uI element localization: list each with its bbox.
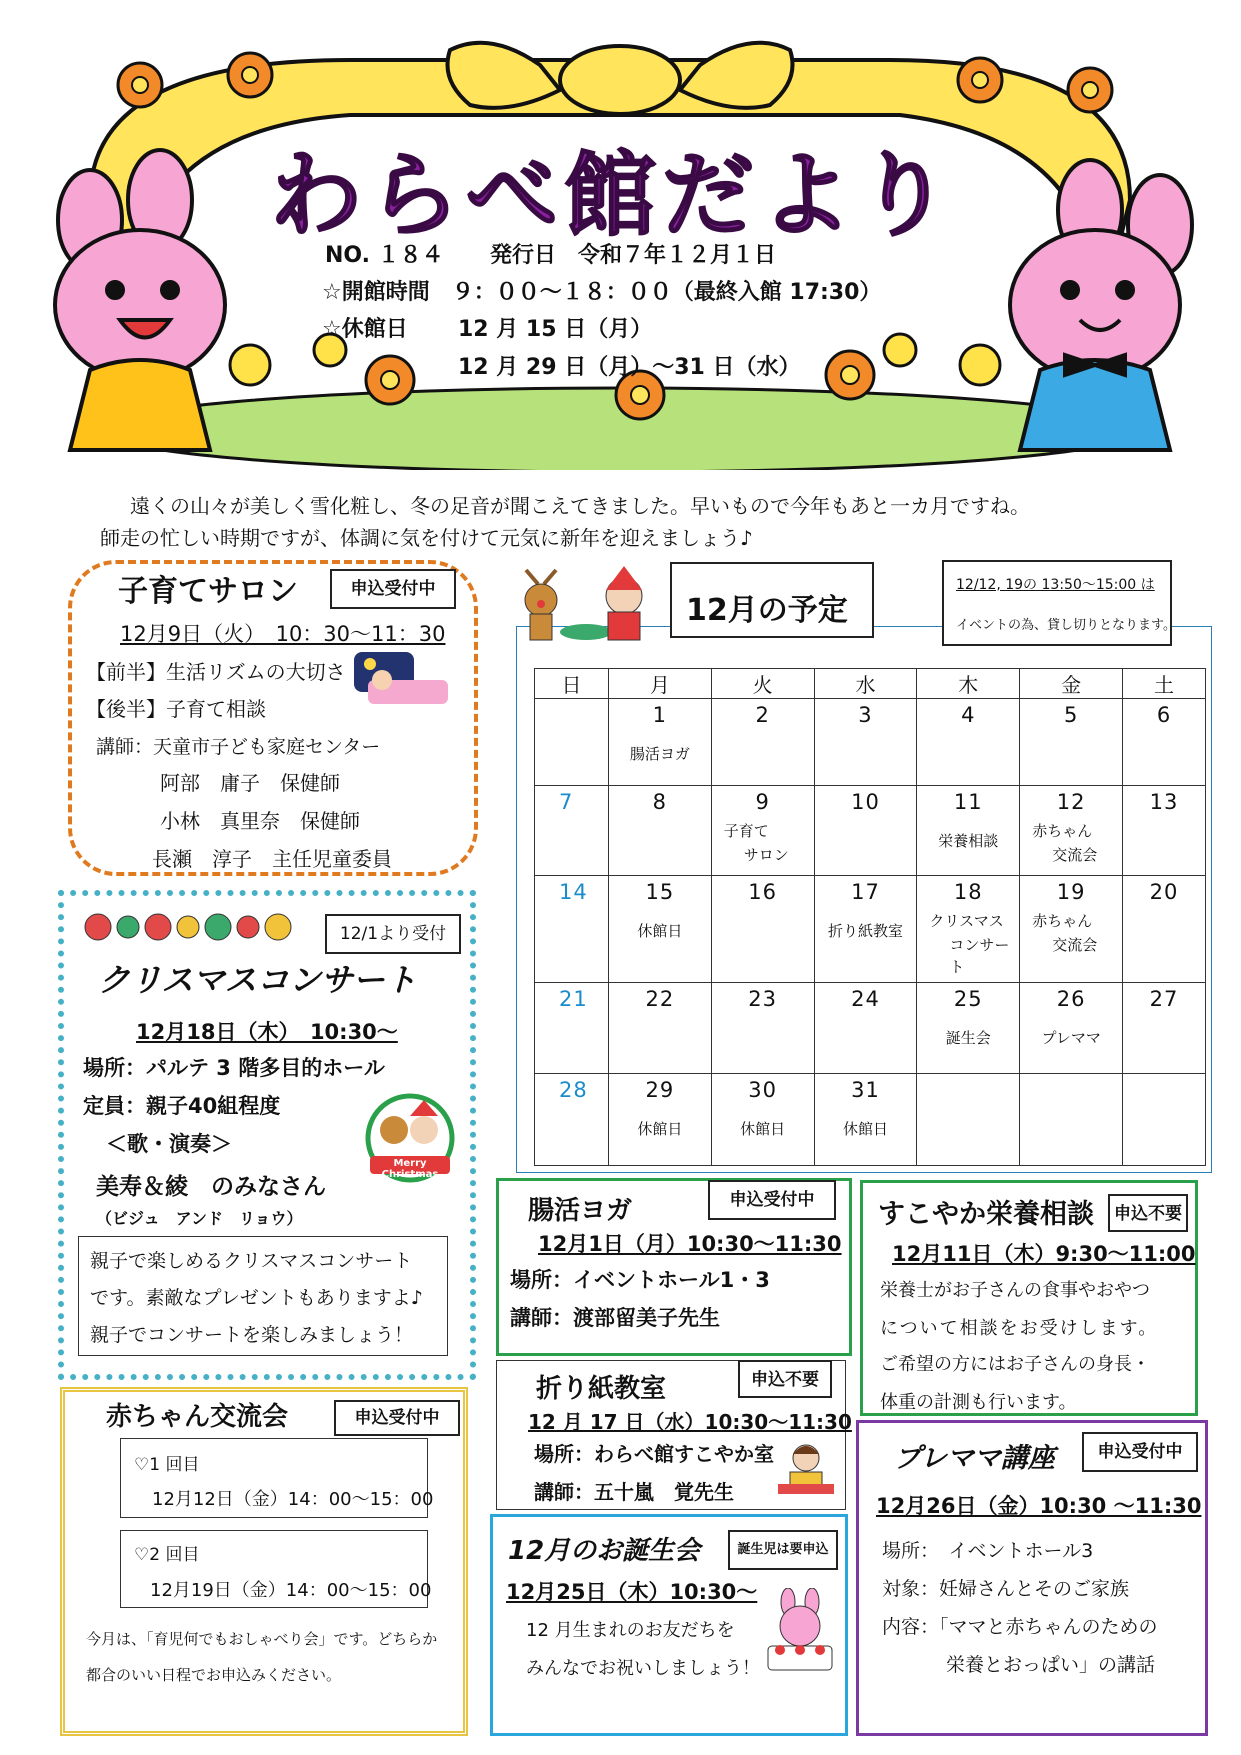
salon-lecturer: 講師：天童市子ども家庭センター — [96, 736, 381, 758]
concert-performer-reading: （ビジュ アンド リョウ） — [96, 1209, 303, 1228]
calendar-day-cell — [608, 982, 711, 1074]
concert-date: 12月18日（木） 10:30～ — [136, 1020, 398, 1044]
calendar-day-cell — [1020, 982, 1123, 1074]
nutrition-date: 12月11日（木）9:30～11:00 — [892, 1242, 1196, 1266]
calendar-day-cell — [711, 875, 814, 982]
calendar-day-cell — [814, 1074, 917, 1166]
calendar-event-line-2: コンサート — [949, 935, 1010, 976]
calendar-weekday-row — [535, 669, 1206, 699]
premama-date: 12月26日（金）10:30 ～11:30 — [876, 1494, 1202, 1518]
calendar-event-line-1: 子育て — [723, 822, 769, 841]
calendar-day-number: 3 — [858, 703, 873, 727]
nutrition-desc-1: 栄養士がお子さんの食事やおやつ — [880, 1280, 1150, 1301]
calendar-day-cell — [917, 786, 1020, 875]
salon-second-half: 【後半】子育て相談 — [86, 697, 266, 721]
opening-hours: ☆開館時間 ９：００～１８：００（最終入館 17:30） — [322, 280, 882, 305]
birthday-cake-illustration — [760, 1588, 840, 1674]
calendar-week-row — [535, 982, 1206, 1074]
calendar-day-number: 27 — [1149, 986, 1179, 1011]
calendar-day-number: 7 — [559, 790, 574, 815]
concert-desc-3: 親子でコンサートを楽しみましょう！ — [90, 1324, 414, 1346]
baby-session-2-date: 12月19日（金）14：00～15：00 — [150, 1580, 432, 1601]
calendar-day-number: 11 — [953, 790, 983, 815]
calendar — [534, 668, 1206, 1166]
calendar-day-cell — [711, 982, 814, 1074]
concert-capacity: 定員：親子40組程度 — [83, 1094, 281, 1118]
premama-tag: 申込受付中 — [1082, 1432, 1198, 1472]
yoga-place: 場所：イベントホール1・3 — [510, 1268, 770, 1292]
calendar-day-cell — [917, 1074, 1020, 1166]
newsletter-title: わらべ館だより — [270, 142, 957, 249]
baby-session-1-date: 12月12日（金）14：00～15：00 — [152, 1489, 434, 1510]
intro-line-2: 師走の忙しい時期ですが、体調に気を付けて元気に新年を迎えましょう♪ — [100, 526, 753, 550]
concert-program: ＜歌・演奏＞ — [106, 1132, 232, 1156]
calendar-day-number: 29 — [645, 1078, 675, 1103]
calendar-event-line-1: クリスマス — [929, 911, 1004, 930]
yoga-lecturer: 講師：渡部留美子先生 — [510, 1306, 720, 1330]
birthday-tag: 誕生児は要申込 — [728, 1530, 838, 1570]
calendar-day-number: 30 — [748, 1078, 778, 1103]
calendar-day-number: 1 — [652, 703, 668, 727]
origami-date: 12 月 17 日（水）10:30～11:30 — [528, 1410, 852, 1434]
calendar-event: プレママ — [1041, 1028, 1101, 1047]
schedule-title: 12月の予定 — [686, 593, 848, 628]
intro-line-1: 遠くの山々が美しく雪化粧し、冬の足音が聞こえてきました。早いもので今年もあと一カ月ですね。 — [130, 494, 1030, 518]
calendar-day-cell — [535, 699, 609, 786]
calendar-event: 休館日 — [740, 1120, 786, 1139]
calendar-event: 誕生会 — [945, 1028, 991, 1047]
calendar-day-number: 19 — [1056, 879, 1086, 904]
nutrition-title: すこやか栄養相談 — [878, 1199, 1094, 1230]
calendar-day-cell — [814, 786, 917, 875]
salon-first-half: 【前半】生活リズムの大切さ — [86, 660, 346, 684]
calendar-day-cell — [535, 982, 609, 1074]
calendar-day-number: 21 — [559, 986, 588, 1011]
salon-sleep-illustration — [352, 650, 452, 712]
birthday-title: 12月のお誕生会 — [508, 1536, 701, 1566]
origami-tag: 申込不要 — [738, 1360, 832, 1398]
calendar-day-cell — [917, 982, 1020, 1074]
concert-desc-2: です。素敵なプレゼントもありますよ♪ — [90, 1287, 423, 1309]
nutrition-desc-4: 体重の計測も行います。 — [880, 1392, 1077, 1413]
calendar-day-cell — [1123, 982, 1206, 1074]
salon-person-3: 長瀬 淳子 主任児童委員 — [152, 847, 392, 871]
calendar-day-cell — [711, 699, 814, 786]
premama-content-2: 栄養とおっぱい」の講話 — [946, 1654, 1156, 1676]
calendar-event: 休館日 — [842, 1120, 888, 1139]
closed-date-1: 12 月 15 日（月） — [458, 317, 653, 342]
weekday-tue: 火 — [711, 669, 814, 699]
weekday-sun: 日 — [535, 669, 609, 699]
reindeer-santa-illustration — [516, 562, 656, 644]
origami-title: 折り紙教室 — [536, 1374, 667, 1404]
calendar-day-cell — [711, 786, 814, 875]
calendar-event-line-1: 赤ちゃん — [1032, 911, 1093, 930]
baby-note-2: 都合のいい日程でお申込みください。 — [86, 1666, 342, 1684]
closed-date-2: 12 月 29 日（月）～31 日（水） — [458, 355, 801, 380]
concert-tag: 12/1より受付 — [325, 914, 461, 954]
yoga-title: 腸活ヨガ — [528, 1196, 633, 1226]
baby-title: 赤ちゃん交流会 — [106, 1402, 289, 1432]
calendar-day-number: 5 — [1063, 703, 1079, 727]
calendar-day-number: 15 — [645, 879, 675, 904]
calendar-event-line-2: サロン — [743, 846, 789, 865]
calendar-day-number: 9 — [755, 790, 770, 815]
salon-person-1: 阿部 庸子 保健師 — [160, 771, 340, 795]
baby-session-1-label: ♡1 回目 — [134, 1455, 200, 1475]
salon-title: 子育てサロン — [118, 574, 298, 609]
weekday-sat: 土 — [1123, 669, 1206, 699]
calendar-day-cell — [1123, 1074, 1206, 1166]
calendar-event-line-2: 交流会 — [1052, 935, 1098, 954]
calendar-day-cell — [814, 699, 917, 786]
nutrition-desc-2: について相談をお受けします。 — [880, 1318, 1159, 1339]
calendar-day-number: 28 — [559, 1078, 588, 1103]
calendar-event-line-1: 赤ちゃん — [1032, 822, 1093, 841]
origami-lecturer: 講師：五十嵐 覚先生 — [534, 1480, 734, 1504]
calendar-day-number: 13 — [1149, 790, 1179, 815]
baby-tag: 申込受付中 — [334, 1400, 460, 1436]
calendar-day-cell — [917, 875, 1020, 982]
concert-place: 場所：パルテ 3 階多目的ホール — [83, 1056, 385, 1080]
calendar-day-number: 26 — [1056, 986, 1086, 1011]
origami-child-illustration — [776, 1440, 836, 1496]
premama-place: 場所： イベントホール3 — [882, 1540, 1094, 1562]
calendar-day-number: 23 — [748, 986, 778, 1011]
calendar-week-row — [535, 1074, 1206, 1166]
calendar-event: 休館日 — [637, 1120, 683, 1139]
calendar-day-cell — [608, 786, 711, 875]
yoga-date: 12月1日（月）10:30～11:30 — [538, 1232, 842, 1256]
premama-title: プレママ講座 — [894, 1443, 1055, 1474]
salon-date: 12月9日（火） 10：30～11：30 — [120, 622, 446, 646]
calendar-day-number: 31 — [851, 1078, 880, 1103]
nutrition-desc-3: ご希望の方にはお子さんの身長・ — [880, 1354, 1150, 1375]
calendar-day-cell — [1020, 786, 1123, 875]
calendar-week-row — [535, 875, 1206, 982]
calendar-day-number: 25 — [953, 986, 983, 1011]
baby-session-2-label: ♡2 回目 — [134, 1545, 200, 1565]
christmas-sticker-text: Merry Christmas — [381, 1158, 439, 1180]
yoga-tag: 申込受付中 — [708, 1180, 836, 1220]
calendar-week-row — [535, 786, 1206, 875]
concert-desc-1: 親子で楽しめるクリスマスコンサート — [90, 1250, 413, 1272]
calendar-day-number: 6 — [1156, 703, 1172, 727]
salon-person-2: 小林 真里奈 保健師 — [160, 809, 360, 833]
ornaments-decoration — [78, 905, 298, 945]
calendar-day-number: 2 — [755, 703, 770, 727]
calendar-day-cell — [1123, 699, 1206, 786]
origami-place: 場所：わらべ館すこやか室 — [534, 1442, 774, 1466]
christmas-sticker — [364, 1092, 456, 1184]
concert-performer: 美寿＆綾 のみなさん — [96, 1174, 326, 1200]
schedule-notice-2: イベントの為、貸し切りとなります。 — [956, 618, 1176, 633]
weekday-mon: 月 — [608, 669, 711, 699]
calendar-day-cell — [535, 786, 609, 875]
calendar-day-number: 24 — [851, 986, 880, 1011]
calendar-day-cell — [535, 1074, 609, 1166]
calendar-day-cell — [1123, 786, 1206, 875]
birthday-desc-2: みんなでお祝いしましょう！ — [526, 1658, 760, 1679]
schedule-notice-box — [942, 560, 1172, 646]
calendar-day-cell — [608, 1074, 711, 1166]
calendar-event: 栄養相談 — [938, 832, 999, 851]
birthday-desc-1: 12 月生まれのお友だちを — [526, 1620, 735, 1641]
birthday-date: 12月25日（木）10:30～ — [506, 1580, 758, 1604]
calendar-day-number: 8 — [652, 790, 668, 815]
calendar-event: 腸活ヨガ — [629, 745, 690, 763]
calendar-day-number: 16 — [748, 879, 778, 904]
baby-note-1: 今月は、「育児何でもおしゃべり会」です。どちらか — [86, 1630, 438, 1648]
calendar-week-row — [535, 699, 1206, 786]
weekday-wed: 水 — [814, 669, 917, 699]
weekday-thu: 木 — [917, 669, 1020, 699]
premama-target: 対象：妊婦さんとそのご家族 — [882, 1578, 1130, 1600]
calendar-day-number: 4 — [961, 703, 976, 727]
schedule-notice-1: 12/12, 19の 13:50～15:00 は — [956, 577, 1155, 593]
calendar-day-cell — [814, 982, 917, 1074]
calendar-day-cell — [1020, 699, 1123, 786]
calendar-day-cell — [1020, 875, 1123, 982]
calendar-day-cell — [535, 875, 609, 982]
closed-label: ☆休館日 — [322, 317, 408, 342]
nutrition-tag: 申込不要 — [1108, 1194, 1188, 1232]
calendar-event: 折り紙教室 — [827, 921, 903, 940]
calendar-day-cell — [608, 875, 711, 982]
calendar-event-line-2: 交流会 — [1052, 846, 1098, 865]
calendar-day-number: 14 — [559, 879, 588, 904]
calendar-day-number: 18 — [953, 879, 983, 904]
calendar-event: 休館日 — [637, 921, 683, 940]
calendar-day-number: 10 — [851, 790, 880, 815]
calendar-day-cell — [1123, 875, 1206, 982]
premama-content-1: 内容：「ママと赤ちゃんのための — [882, 1616, 1158, 1638]
calendar-day-number: 17 — [851, 879, 880, 904]
calendar-day-cell — [711, 1074, 814, 1166]
calendar-day-number: 12 — [1056, 790, 1086, 815]
calendar-day-cell — [814, 875, 917, 982]
calendar-day-number: 22 — [645, 986, 675, 1011]
calendar-day-number: 20 — [1149, 879, 1179, 904]
issue-date: 発行日 令和７年１２月１日 — [490, 243, 777, 268]
calendar-day-cell — [917, 699, 1020, 786]
concert-title: クリスマスコンサート — [98, 961, 417, 999]
issue-number: NO. １８４ — [325, 243, 444, 268]
calendar-day-cell — [1020, 1074, 1123, 1166]
calendar-day-cell — [608, 699, 711, 786]
weekday-fri: 金 — [1020, 669, 1123, 699]
salon-tag: 申込受付中 — [330, 569, 456, 609]
